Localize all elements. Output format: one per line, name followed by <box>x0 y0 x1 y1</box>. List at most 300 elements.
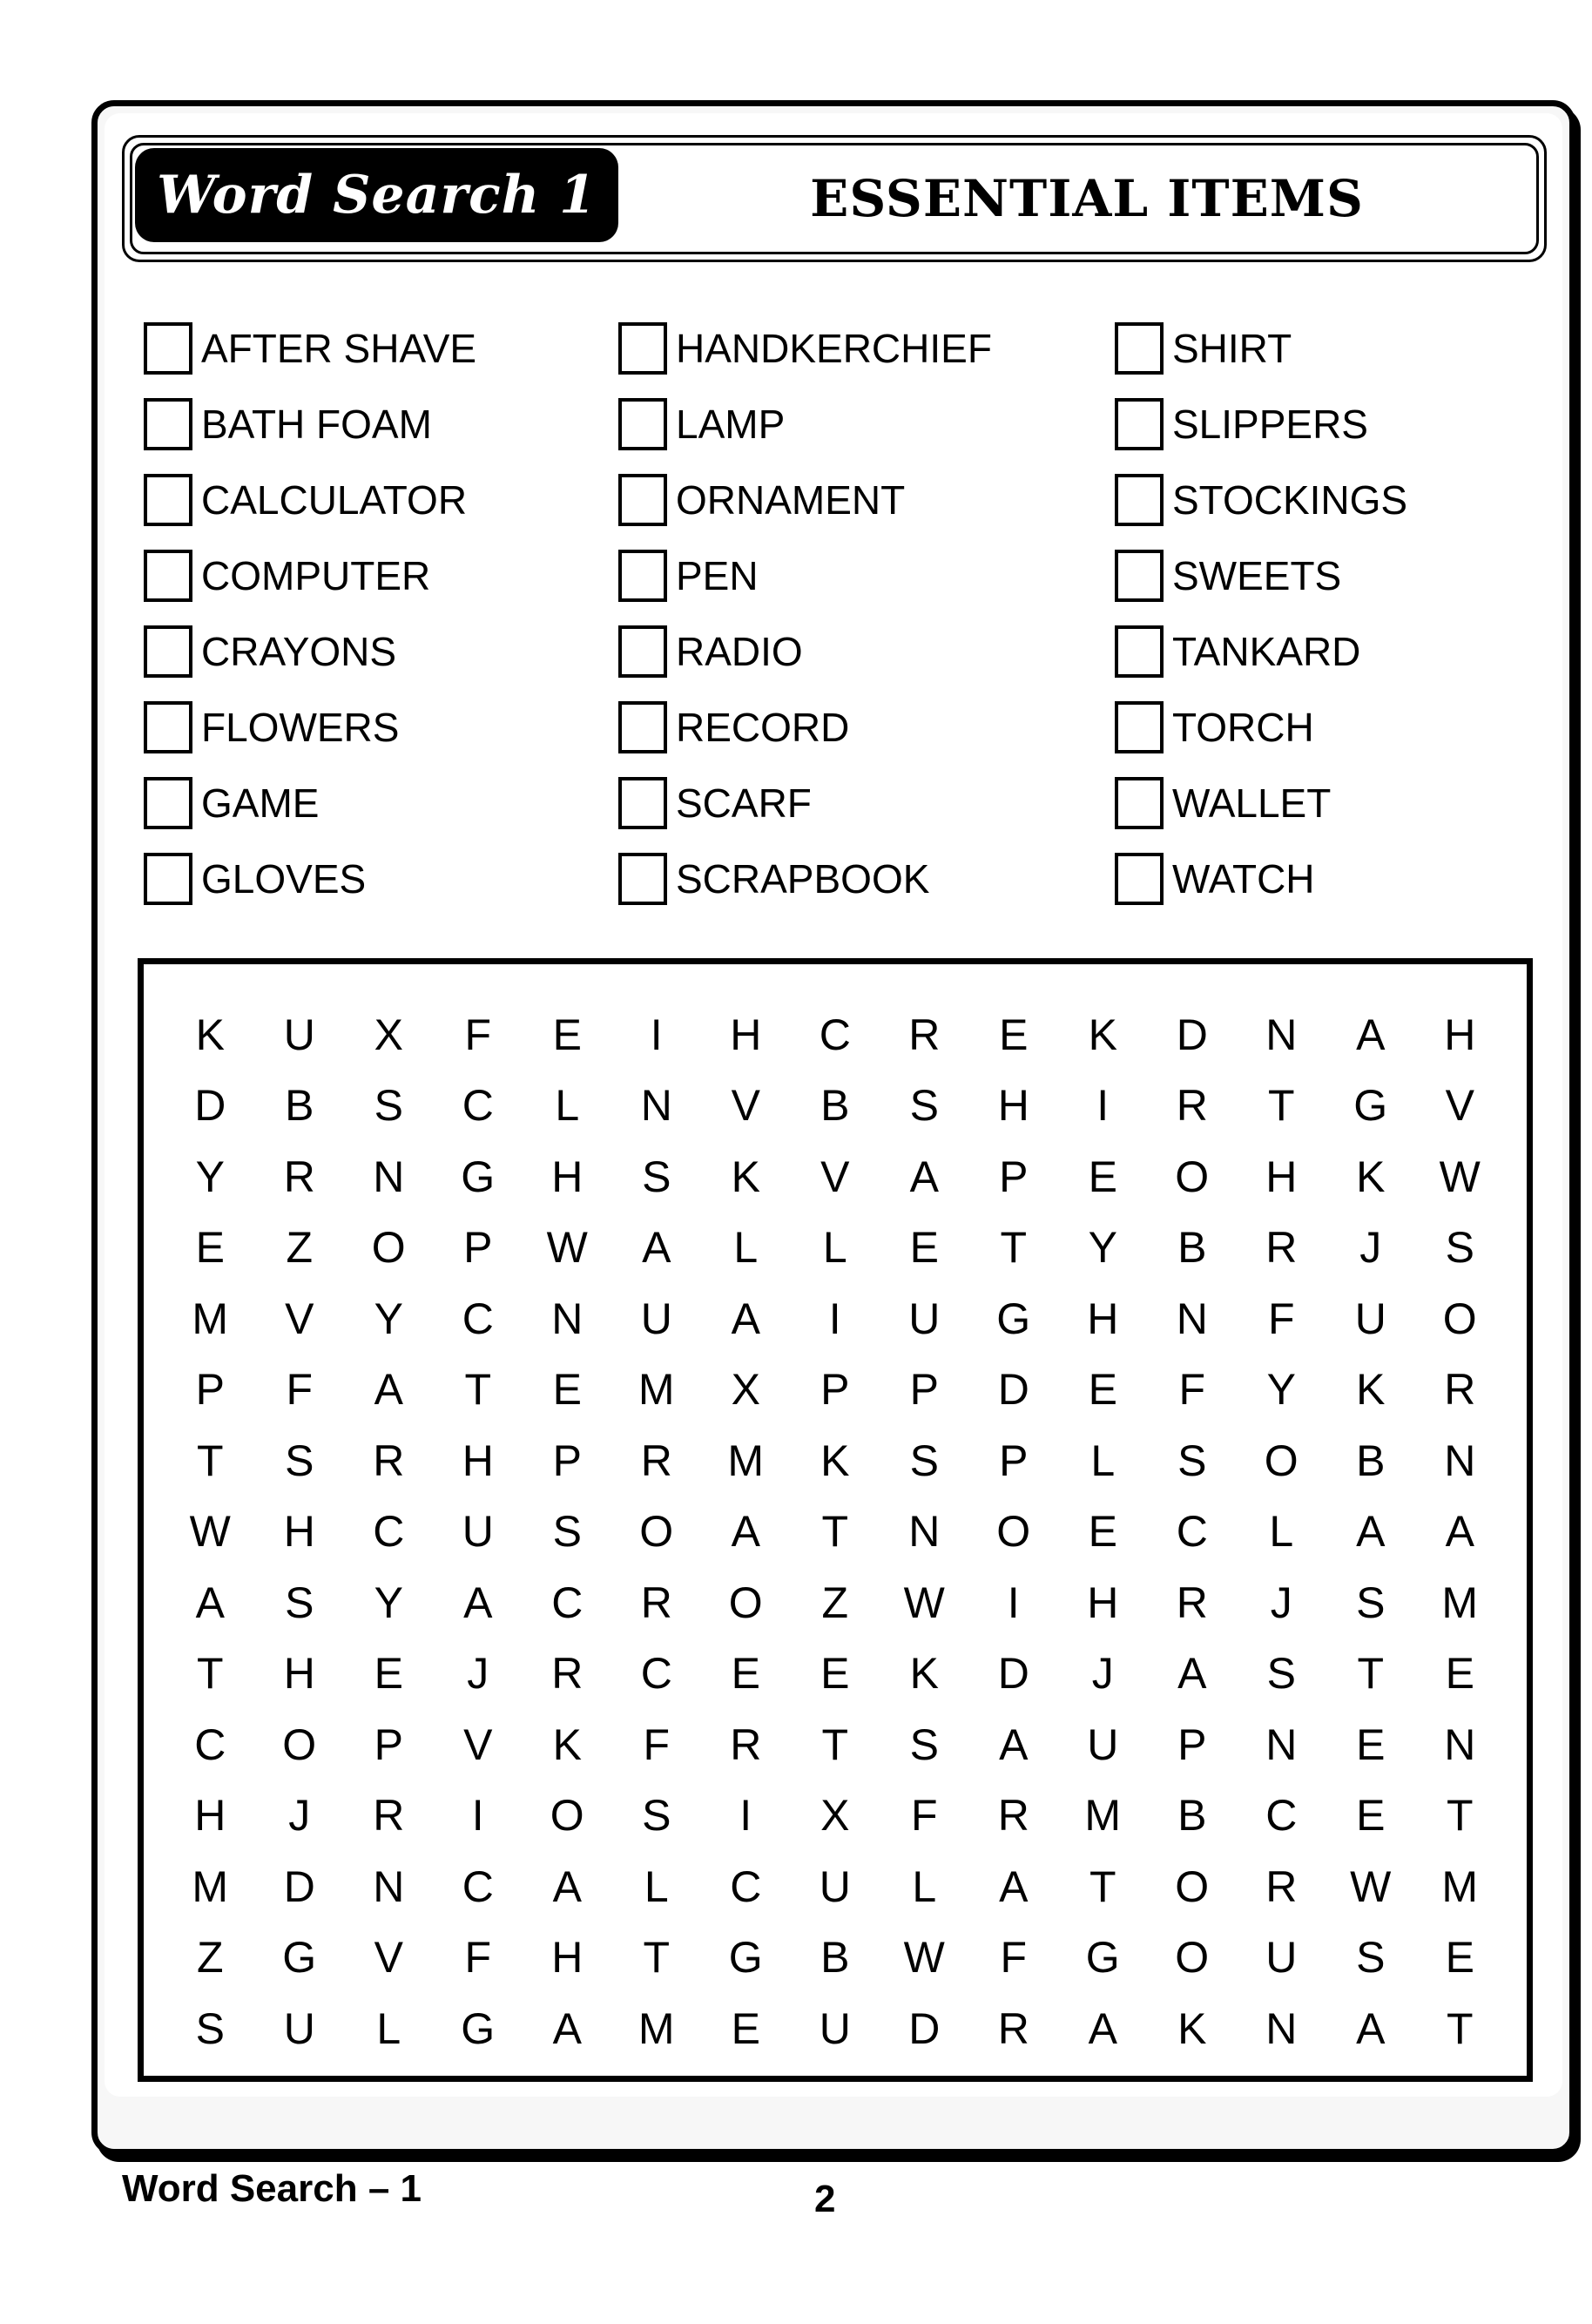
grid-cell[interactable]: G <box>461 1152 496 1201</box>
grid-cell[interactable]: X <box>820 1791 850 1841</box>
grid-cell[interactable]: Y <box>1266 1365 1296 1415</box>
grid-cell[interactable]: C <box>462 1861 494 1911</box>
grid-cell[interactable]: E <box>1088 1507 1117 1557</box>
word-label: CRAYONS <box>201 629 397 674</box>
grid-cell[interactable]: D <box>997 1649 1029 1699</box>
grid-cell[interactable]: R <box>908 1010 941 1059</box>
grid-cell[interactable]: U <box>462 1507 494 1557</box>
word-list-item <box>144 621 396 682</box>
grid-cell[interactable]: N <box>1265 2003 1298 2053</box>
grid-cell[interactable]: R <box>640 1577 672 1627</box>
grid-cell[interactable]: A <box>1356 2003 1386 2053</box>
grid-cell[interactable]: E <box>1088 1152 1117 1201</box>
grid-cell[interactable]: I <box>739 1791 752 1841</box>
grid-cell[interactable]: P <box>1177 1719 1207 1769</box>
grid-cell[interactable]: R <box>730 1719 762 1769</box>
grid-cell[interactable]: K <box>1088 1010 1117 1059</box>
grid-cell[interactable]: H <box>462 1436 494 1485</box>
grid-cell[interactable]: O <box>996 1507 1031 1557</box>
grid-cell[interactable]: E <box>374 1649 403 1699</box>
grid-cell[interactable]: P <box>909 1365 939 1415</box>
grid-cell[interactable]: K <box>195 1010 225 1059</box>
word-label: COMPUTER <box>201 553 431 598</box>
grid-cell[interactable]: O <box>1442 1294 1477 1343</box>
word-list-item <box>144 697 399 758</box>
word-label: AFTER SHAVE <box>201 326 477 371</box>
grid-cell[interactable]: T <box>821 1719 849 1769</box>
word-list-item <box>618 697 849 758</box>
grid-cell[interactable]: A <box>463 1577 493 1627</box>
grid-cell[interactable]: I <box>828 1294 841 1343</box>
grid-cell[interactable]: T <box>1446 1791 1474 1841</box>
grid-cell[interactable]: A <box>909 1152 939 1201</box>
grid-cell[interactable]: L <box>1090 1436 1116 1485</box>
grid-cell[interactable]: B <box>1356 1436 1386 1485</box>
word-label: SLIPPERS <box>1172 402 1368 447</box>
grid-cell[interactable]: M <box>1441 1577 1479 1627</box>
word-checkbox[interactable] <box>1115 853 1164 905</box>
word-checkbox[interactable] <box>144 853 192 905</box>
grid-cell[interactable]: G <box>1085 1933 1120 1983</box>
grid-cell[interactable]: A <box>999 1861 1029 1911</box>
grid-cell[interactable]: T <box>196 1649 224 1699</box>
word-label: ORNAMENT <box>676 477 906 523</box>
grid-cell[interactable]: U <box>1354 1294 1386 1343</box>
grid-cell[interactable]: F <box>643 1719 671 1769</box>
grid-cell[interactable]: W <box>1350 1861 1392 1911</box>
grid-cell[interactable]: B <box>285 1081 314 1131</box>
grid-cell[interactable]: R <box>997 2003 1029 2053</box>
grid-cell[interactable]: S <box>642 1152 671 1201</box>
grid-cell[interactable]: T <box>821 1507 849 1557</box>
grid-cell[interactable]: O <box>371 1223 406 1273</box>
grid-cell[interactable]: T <box>1089 1861 1116 1911</box>
grid-cell[interactable]: X <box>374 1010 403 1059</box>
word-list-item <box>1115 470 1407 530</box>
word-checkbox[interactable] <box>144 701 192 753</box>
puzzle-theme: ESSENTIAL ITEMS <box>810 169 1364 228</box>
grid-cell[interactable]: A <box>1445 1507 1474 1557</box>
grid-cell[interactable]: A <box>731 1294 760 1343</box>
grid-cell[interactable]: N <box>908 1507 941 1557</box>
word-list-item <box>1115 394 1368 455</box>
word-label: PEN <box>676 553 759 598</box>
grid-cell[interactable]: S <box>1356 1577 1386 1627</box>
grid-cell[interactable]: U <box>819 2003 851 2053</box>
word-label: GLOVES <box>201 856 367 902</box>
grid-cell[interactable]: T <box>196 1436 224 1485</box>
word-label: BATH FOAM <box>201 402 432 447</box>
grid-cell[interactable]: H <box>1087 1294 1119 1343</box>
grid-cell[interactable]: R <box>1176 1081 1208 1131</box>
word-checkbox[interactable] <box>144 550 192 602</box>
word-list-item <box>618 848 929 909</box>
grid-cell[interactable]: I <box>650 1010 663 1059</box>
grid-cell[interactable]: K <box>731 1152 760 1201</box>
grid-cell[interactable]: W <box>189 1507 231 1557</box>
word-list-item <box>618 394 785 455</box>
word-list-item <box>618 470 905 530</box>
grid-cell[interactable]: R <box>1265 1861 1298 1911</box>
grid-cell[interactable]: E <box>1445 1933 1474 1983</box>
word-list-item <box>1115 848 1315 909</box>
word-checkbox[interactable] <box>144 322 192 375</box>
grid-cell[interactable]: A <box>552 1861 582 1911</box>
word-checkbox[interactable] <box>618 474 667 526</box>
grid-cell[interactable]: B <box>1177 1791 1207 1841</box>
grid-cell[interactable]: T <box>1357 1649 1385 1699</box>
grid-cell[interactable]: H <box>1087 1577 1119 1627</box>
word-list-item <box>618 318 992 379</box>
grid-cell[interactable]: B <box>820 1081 850 1131</box>
grid-cell[interactable]: I <box>471 1791 484 1841</box>
word-label: STOCKINGS <box>1172 477 1408 523</box>
grid-cell[interactable]: E <box>552 1365 582 1415</box>
grid-cell[interactable]: O <box>1175 1933 1210 1983</box>
grid-cell[interactable]: Z <box>286 1223 314 1273</box>
word-list-item <box>618 621 803 682</box>
grid-cell[interactable]: L <box>1269 1507 1294 1557</box>
grid-cell[interactable]: W <box>903 1577 945 1627</box>
word-list-item <box>144 470 467 530</box>
grid-cell[interactable]: J <box>1359 1223 1382 1273</box>
grid-cell[interactable]: X <box>731 1365 760 1415</box>
grid-cell[interactable]: S <box>285 1577 314 1627</box>
grid-cell[interactable]: E <box>1445 1649 1474 1699</box>
grid-cell[interactable]: R <box>1176 1577 1208 1627</box>
grid-cell[interactable]: V <box>1445 1081 1474 1131</box>
grid-cell[interactable]: P <box>195 1365 225 1415</box>
grid-cell[interactable]: O <box>282 1719 317 1769</box>
word-list-item <box>144 848 366 909</box>
grid-cell[interactable]: S <box>195 2003 225 2053</box>
grid-cell[interactable]: Z <box>196 1933 224 1983</box>
grid-cell[interactable]: O <box>1264 1436 1299 1485</box>
grid-cell[interactable]: S <box>285 1436 314 1485</box>
grid-cell[interactable]: K <box>1356 1365 1386 1415</box>
grid-cell[interactable]: N <box>551 1294 584 1343</box>
grid-cell[interactable]: P <box>374 1719 403 1769</box>
grid-cell[interactable]: I <box>1007 1577 1020 1627</box>
word-checkbox[interactable] <box>618 398 667 450</box>
grid-cell[interactable]: Y <box>374 1577 403 1627</box>
grid-cell[interactable]: F <box>464 1933 492 1983</box>
grid-cell[interactable]: S <box>552 1507 582 1557</box>
word-list <box>144 318 1502 910</box>
grid-cell[interactable]: F <box>1267 1294 1295 1343</box>
grid-cell[interactable]: K <box>909 1649 939 1699</box>
word-checkbox[interactable] <box>144 777 192 829</box>
grid-cell[interactable]: S <box>1445 1223 1474 1273</box>
grid-cell[interactable]: H <box>283 1507 315 1557</box>
grid-cell[interactable]: V <box>731 1081 760 1131</box>
word-label: SWEETS <box>1172 553 1342 598</box>
word-list-item <box>144 394 432 455</box>
grid-cell[interactable]: L <box>822 1223 847 1273</box>
grid-cell[interactable]: S <box>1177 1436 1207 1485</box>
grid-cell[interactable]: A <box>1356 1507 1386 1557</box>
grid-cell[interactable]: S <box>909 1081 939 1131</box>
grid-cell[interactable]: U <box>908 1294 941 1343</box>
grid-cell[interactable]: S <box>374 1081 403 1131</box>
grid-cell[interactable]: M <box>1084 1791 1122 1841</box>
grid-cell[interactable]: S <box>1356 1933 1386 1983</box>
grid-cell[interactable]: H <box>551 1152 584 1201</box>
grid-cell[interactable]: A <box>195 1577 225 1627</box>
grid-cell[interactable]: P <box>820 1365 850 1415</box>
grid-cell[interactable]: G <box>461 2003 496 2053</box>
word-label: RECORD <box>676 705 850 750</box>
word-checkbox[interactable] <box>618 322 667 375</box>
grid-cell[interactable]: E <box>1356 1719 1386 1769</box>
grid-cell[interactable]: E <box>552 1010 582 1059</box>
grid-cell[interactable]: H <box>997 1081 1029 1131</box>
grid-cell[interactable]: U <box>1265 1933 1298 1983</box>
word-checkbox[interactable] <box>144 398 192 450</box>
grid-cell[interactable]: H <box>730 1010 762 1059</box>
grid-cell[interactable]: T <box>643 1933 671 1983</box>
grid-cell[interactable]: E <box>1356 1791 1386 1841</box>
grid-cell[interactable]: K <box>820 1436 850 1485</box>
grid-cell[interactable]: J <box>1270 1577 1292 1627</box>
grid-cell[interactable]: M <box>637 2003 675 2053</box>
grid-cell[interactable]: R <box>1265 1223 1298 1273</box>
grid-cell[interactable]: P <box>999 1152 1029 1201</box>
word-checkbox[interactable] <box>1115 777 1164 829</box>
grid-cell[interactable]: R <box>640 1436 672 1485</box>
word-checkbox[interactable] <box>144 625 192 678</box>
grid-cell[interactable]: F <box>1178 1365 1206 1415</box>
word-list-item <box>618 545 759 606</box>
grid-cell[interactable]: V <box>463 1719 493 1769</box>
grid-cell[interactable]: N <box>1265 1010 1298 1059</box>
word-checkbox[interactable] <box>1115 701 1164 753</box>
grid-cell[interactable]: C <box>730 1861 762 1911</box>
grid-cell[interactable]: O <box>1175 1152 1210 1201</box>
grid-cell[interactable]: A <box>642 1223 671 1273</box>
grid-cell[interactable]: M <box>637 1365 675 1415</box>
grid-cell[interactable]: A <box>552 2003 582 2053</box>
grid-cell[interactable]: W <box>1439 1152 1481 1201</box>
grid-cell[interactable]: R <box>551 1649 584 1699</box>
grid-cell[interactable]: J <box>288 1791 311 1841</box>
word-label: FLOWERS <box>201 705 400 750</box>
grid-cell[interactable]: H <box>551 1933 584 1983</box>
grid-cell[interactable]: C <box>462 1081 494 1131</box>
grid-cell[interactable]: S <box>909 1436 939 1485</box>
grid-cell[interactable]: E <box>999 1010 1029 1059</box>
grid-cell[interactable]: C <box>640 1649 672 1699</box>
grid-cell[interactable]: F <box>464 1010 492 1059</box>
word-checkbox[interactable] <box>1115 550 1164 602</box>
word-checkbox[interactable] <box>618 550 667 602</box>
grid-cell[interactable]: S <box>909 1719 939 1769</box>
grid-cell[interactable]: L <box>912 1861 937 1911</box>
grid-cell[interactable]: V <box>285 1294 314 1343</box>
grid-cell[interactable]: E <box>731 1649 760 1699</box>
grid-cell[interactable]: E <box>820 1649 850 1699</box>
grid-cell[interactable]: G <box>996 1294 1031 1343</box>
grid-cell[interactable]: N <box>1444 1436 1476 1485</box>
grid-cell[interactable]: E <box>731 2003 760 2053</box>
grid-cell[interactable]: T <box>464 1365 492 1415</box>
grid-cell[interactable]: Y <box>1088 1223 1117 1273</box>
grid-cell[interactable]: B <box>1177 1223 1207 1273</box>
grid-cell[interactable]: M <box>192 1861 229 1911</box>
grid-cell[interactable]: W <box>903 1933 945 1983</box>
word-list-item <box>144 545 430 606</box>
word-checkbox[interactable] <box>1115 398 1164 450</box>
grid-cell[interactable]: R <box>997 1791 1029 1841</box>
grid-cell[interactable]: R <box>283 1152 315 1201</box>
grid-cell[interactable]: K <box>552 1719 582 1769</box>
word-label: CALCULATOR <box>201 477 468 523</box>
header-banner <box>122 135 1547 262</box>
grid-cell[interactable]: E <box>909 1223 939 1273</box>
grid-cell[interactable]: N <box>1444 1719 1476 1769</box>
grid-cell[interactable]: A <box>1088 2003 1117 2053</box>
grid-cell[interactable]: N <box>1265 1719 1298 1769</box>
grid-cell[interactable]: T <box>1267 1081 1295 1131</box>
grid-cell[interactable]: C <box>551 1577 584 1627</box>
grid-cell[interactable]: L <box>644 1861 669 1911</box>
grid-cell[interactable]: B <box>820 1933 850 1983</box>
word-list-item <box>1115 318 1292 379</box>
grid-cell[interactable]: D <box>908 2003 941 2053</box>
word-checkbox[interactable] <box>1115 474 1164 526</box>
word-list-item <box>1115 697 1314 758</box>
grid-cell[interactable]: U <box>1087 1719 1119 1769</box>
grid-cell[interactable]: A <box>1177 1649 1207 1699</box>
grid-cell[interactable]: H <box>1265 1152 1298 1201</box>
grid-cell[interactable]: P <box>552 1436 582 1485</box>
grid-cell[interactable]: M <box>1441 1861 1479 1911</box>
grid-cell[interactable]: N <box>373 1861 405 1911</box>
grid-cell[interactable]: C <box>1265 1791 1298 1841</box>
footer-book-title: Word Search – 1 <box>122 2167 422 2210</box>
grid-cell[interactable]: D <box>194 1081 226 1131</box>
grid-cell[interactable]: U <box>640 1294 672 1343</box>
grid-cell[interactable]: M <box>727 1436 765 1485</box>
grid-cell[interactable]: L <box>376 2003 401 2053</box>
grid-cell[interactable]: H <box>194 1791 226 1841</box>
grid-cell[interactable]: V <box>374 1933 403 1983</box>
word-checkbox[interactable] <box>1115 322 1164 375</box>
grid-cell[interactable]: F <box>910 1791 938 1841</box>
grid-cell[interactable]: N <box>640 1081 672 1131</box>
grid-cell[interactable]: A <box>999 1719 1029 1769</box>
grid-cell[interactable]: C <box>194 1719 226 1769</box>
grid-cell[interactable]: A <box>374 1365 403 1415</box>
grid-cell[interactable]: O <box>1175 1861 1210 1911</box>
word-label: SCRAPBOOK <box>676 856 930 902</box>
word-checkbox[interactable] <box>618 853 667 905</box>
grid-cell[interactable]: N <box>1176 1294 1208 1343</box>
grid-cell[interactable]: M <box>192 1294 229 1343</box>
grid-cell[interactable]: H <box>1444 1010 1476 1059</box>
grid-cell[interactable]: C <box>1176 1507 1208 1557</box>
puzzle-title: Word Search 1 <box>157 165 597 226</box>
grid-cell[interactable]: G <box>282 1933 317 1983</box>
grid-cell[interactable]: N <box>373 1152 405 1201</box>
grid-cell[interactable]: C <box>819 1010 851 1059</box>
grid-cell[interactable]: R <box>1444 1365 1476 1415</box>
word-label: RADIO <box>676 629 803 674</box>
grid-cell[interactable]: A <box>1356 1010 1386 1059</box>
grid-cell[interactable]: G <box>1353 1081 1388 1131</box>
grid-cell[interactable]: T <box>1000 1223 1028 1273</box>
letter-grid-box <box>138 958 1533 2082</box>
word-label: TORCH <box>1172 705 1314 750</box>
grid-cell[interactable]: F <box>286 1365 314 1415</box>
word-label: TANKARD <box>1172 629 1361 674</box>
word-list-item <box>144 773 319 834</box>
word-checkbox[interactable] <box>1115 625 1164 678</box>
grid-cell[interactable]: R <box>373 1791 405 1841</box>
grid-cell[interactable]: K <box>1177 2003 1207 2053</box>
grid-cell[interactable]: O <box>550 1791 584 1841</box>
grid-cell[interactable]: H <box>283 1649 315 1699</box>
grid-cell[interactable]: Y <box>195 1152 225 1201</box>
grid-cell[interactable]: U <box>819 1861 851 1911</box>
grid-cell[interactable]: O <box>728 1577 763 1627</box>
grid-cell[interactable]: S <box>1266 1649 1296 1699</box>
grid-cell[interactable]: D <box>283 1861 315 1911</box>
grid-cell[interactable]: G <box>728 1933 763 1983</box>
word-list-item <box>1115 773 1331 834</box>
grid-cell[interactable]: Y <box>374 1294 403 1343</box>
grid-cell[interactable]: D <box>997 1365 1029 1415</box>
word-label: HANDKERCHIEF <box>676 326 992 371</box>
grid-cell[interactable]: W <box>546 1223 588 1273</box>
grid-cell[interactable]: F <box>1000 1933 1028 1983</box>
grid-cell[interactable]: E <box>1088 1365 1117 1415</box>
grid-cell[interactable]: U <box>283 2003 315 2053</box>
grid-cell[interactable]: A <box>731 1507 760 1557</box>
word-checkbox[interactable] <box>618 701 667 753</box>
grid-cell[interactable]: P <box>999 1436 1029 1485</box>
word-checkbox[interactable] <box>618 777 667 829</box>
word-list-item <box>1115 621 1360 682</box>
grid-cell[interactable]: D <box>1176 1010 1208 1059</box>
grid-cell[interactable]: U <box>283 1010 315 1059</box>
word-label: LAMP <box>676 402 786 447</box>
word-checkbox[interactable] <box>144 474 192 526</box>
grid-cell[interactable]: L <box>555 1081 580 1131</box>
grid-cell[interactable]: E <box>195 1223 225 1273</box>
word-list-item <box>618 773 812 834</box>
grid-cell[interactable]: P <box>463 1223 493 1273</box>
word-label: GAME <box>201 780 320 826</box>
grid-cell[interactable]: C <box>373 1507 405 1557</box>
grid-cell[interactable]: C <box>462 1294 494 1343</box>
grid-cell[interactable]: L <box>733 1223 759 1273</box>
grid-cell[interactable]: J <box>1091 1649 1114 1699</box>
grid-cell[interactable]: K <box>1356 1152 1386 1201</box>
word-checkbox[interactable] <box>618 625 667 678</box>
grid-cell[interactable]: Z <box>821 1577 849 1627</box>
grid-cell[interactable]: S <box>642 1791 671 1841</box>
grid-cell[interactable]: R <box>373 1436 405 1485</box>
grid-cell[interactable]: I <box>1096 1081 1110 1131</box>
grid-cell[interactable]: J <box>467 1649 489 1699</box>
word-label: WALLET <box>1172 780 1332 826</box>
grid-cell[interactable]: V <box>820 1152 850 1201</box>
grid-cell[interactable]: T <box>1446 2003 1474 2053</box>
title-tab <box>135 148 618 242</box>
word-label: SHIRT <box>1172 326 1292 371</box>
grid-cell[interactable]: O <box>639 1507 674 1557</box>
